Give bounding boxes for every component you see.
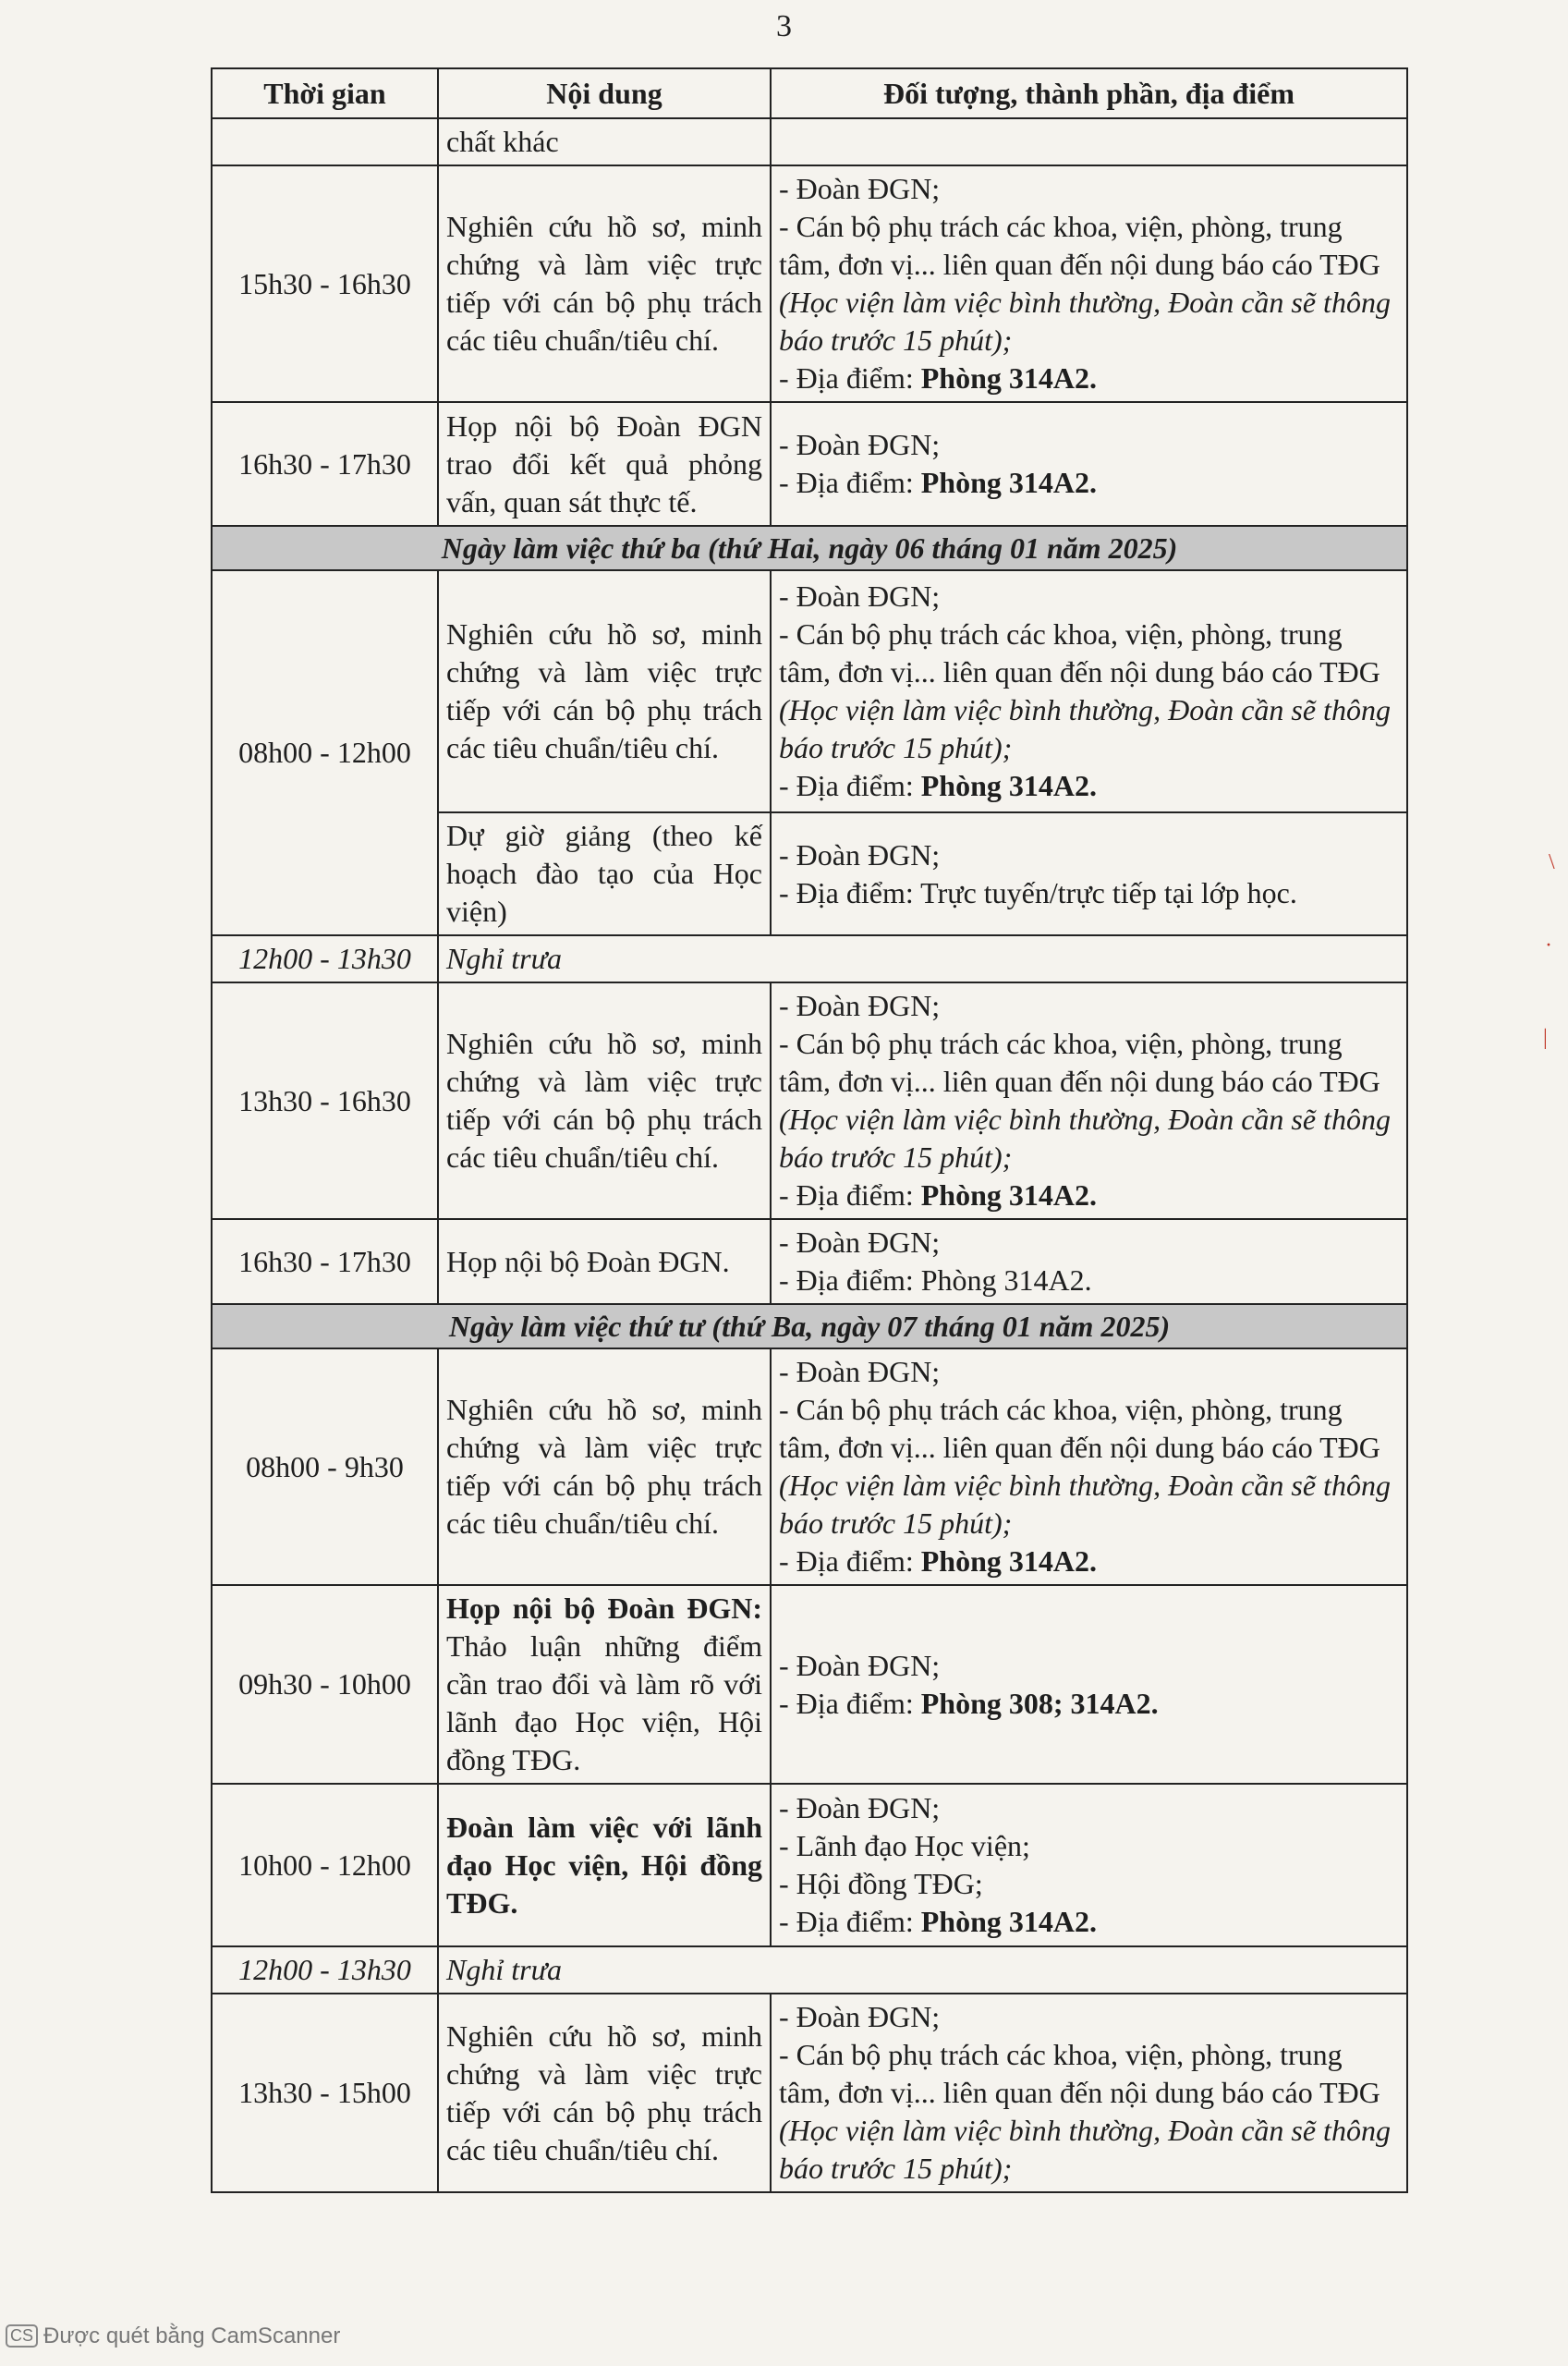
target-cell [771,402,1407,526]
target-line: - Đoàn ĐGN; [779,837,941,872]
time-cell: 12h00 - 13h30 [212,1946,438,1994]
margin-mark: \ [1549,850,1555,874]
day-header-row [212,526,1407,570]
day-header: Ngày làm việc thứ ba (thứ Hai, ngày 06 tháng 01 năm 2025) [212,526,1407,570]
location-value: Phòng 314A2. [920,361,1097,395]
camscanner-logo-icon: CS [6,2324,38,2348]
target-cell [771,982,1407,1219]
content-cell: Họp nội bộ Đoàn ĐGN trao đổi kết quả phỏng vấn, quan sát thực tế. [438,402,771,526]
time-cell: 15h30 - 16h30 [212,165,438,402]
table-row [212,1994,1407,2192]
location-line: - Địa điểm: Trực tuyến/trực tiếp tại lớp học. [779,875,1297,909]
day-header-row [212,1304,1407,1348]
day-header: Ngày làm việc thứ tư (thứ Ba, ngày 07 tháng 01 năm 2025) [212,1304,1407,1348]
column-header-target: Đối tượng, thành phần, địa điểm [771,68,1407,118]
content-cell: Nghiên cứu hồ sơ, minh chứng và làm việc trực tiếp với cán bộ phụ trách các tiêu chuẩn/tiêu chí. [438,1994,771,2192]
table-row [212,935,1407,982]
target-cell [771,570,1407,812]
target-line: - Cán bộ phụ trách các khoa, viện, phòng, trung tâm, đơn vị... liên quan đến nội dung báo cáo TĐG [779,1393,1380,1464]
content-cell [438,1585,771,1784]
target-line: - Đoàn ĐGN; [779,1791,941,1824]
column-header-time: Thời gian [212,68,438,118]
time-cell: 08h00 - 9h30 [212,1348,438,1585]
content-cell: chất khác [438,118,771,165]
table-row [212,570,1407,812]
target-line: - Đoàn ĐGN; [779,1648,941,1682]
time-cell: 13h30 - 16h30 [212,982,438,1219]
lunch-break: Nghỉ trưa [438,935,1407,982]
target-cell [771,1219,1407,1304]
content-cell: Họp nội bộ Đoàn ĐGN. [438,1219,771,1304]
table-header-row [212,68,1407,118]
margin-mark: | [1543,1026,1548,1050]
table-row [212,118,1407,165]
table-row [212,1946,1407,1994]
location-value: Phòng 314A2. [920,1905,1097,1938]
location-value: Phòng 314A2. [920,769,1097,802]
table-row [212,1585,1407,1784]
location-label: - Địa điểm: [779,1905,921,1938]
target-line: - Đoàn ĐGN; [779,1355,941,1388]
content-cell: Nghiên cứu hồ sơ, minh chứng và làm việc trực tiếp với cán bộ phụ trách các tiêu chuẩn/tiêu chí. [438,165,771,402]
location-value: Phòng 314A2. [920,466,1097,499]
location-label: - Địa điểm: [779,1544,921,1578]
location-label: - Địa điểm: [779,769,921,802]
target-cell [771,1585,1407,1784]
content-bold: Họp nội bộ Đoàn ĐGN: [446,1592,762,1625]
target-line: - Cán bộ phụ trách các khoa, viện, phòng, trung tâm, đơn vị... liên quan đến nội dung báo cáo TĐG [779,210,1380,281]
target-line: - Lãnh đạo Học viện; [779,1829,1030,1862]
content-cell: Dự giờ giảng (theo kế hoạch đào tạo của Học viện) [438,812,771,935]
table-row [212,1784,1407,1946]
schedule-table [211,67,1408,2193]
content-cell: Nghiên cứu hồ sơ, minh chứng và làm việc trực tiếp với cán bộ phụ trách các tiêu chuẩn/tiêu chí. [438,1348,771,1585]
content-cell: Nghiên cứu hồ sơ, minh chứng và làm việc trực tiếp với cán bộ phụ trách các tiêu chuẩn/tiêu chí. [438,570,771,812]
target-cell [771,165,1407,402]
content-text: Thảo luận những điểm cần trao đổi và làm rõ với lãnh đạo Học viện, Hội đồng TĐG. [446,1629,762,1776]
time-cell: 16h30 - 17h30 [212,1219,438,1304]
location-value: Phòng 308; 314A2. [920,1686,1159,1720]
target-note: (Học viện làm việc bình thường, Đoàn cần sẽ thông báo trước 15 phút); [779,286,1391,357]
target-line: - Cán bộ phụ trách các khoa, viện, phòng, trung tâm, đơn vị... liên quan đến nội dung báo cáo TĐG [779,617,1380,689]
time-cell: 12h00 - 13h30 [212,935,438,982]
target-note: (Học viện làm việc bình thường, Đoàn cần sẽ thông báo trước 15 phút); [779,2114,1391,2185]
time-cell: 10h00 - 12h00 [212,1784,438,1946]
content-cell: Nghiên cứu hồ sơ, minh chứng và làm việc trực tiếp với cán bộ phụ trách các tiêu chuẩn/tiêu chí. [438,982,771,1219]
time-cell: 13h30 - 15h00 [212,1994,438,2192]
time-cell: 16h30 - 17h30 [212,402,438,526]
margin-mark: · [1545,933,1552,957]
location-label: - Địa điểm: [779,1178,921,1212]
content-cell: Đoàn làm việc với lãnh đạo Học viện, Hội đồng TĐG. [438,1784,771,1946]
table-row [212,165,1407,402]
target-line: - Cán bộ phụ trách các khoa, viện, phòng, trung tâm, đơn vị... liên quan đến nội dung báo cáo TĐG [779,1027,1380,1098]
table-row [212,402,1407,526]
time-cell [212,118,438,165]
target-cell [771,812,1407,935]
lunch-break: Nghỉ trưa [438,1946,1407,1994]
time-cell: 08h00 - 12h00 [212,570,438,935]
target-cell [771,1994,1407,2192]
target-note: (Học viện làm việc bình thường, Đoàn cần sẽ thông báo trước 15 phút); [779,1103,1391,1174]
location-label: - Địa điểm: [779,361,921,395]
target-line: - Đoàn ĐGN; [779,172,941,205]
location-label: - Địa điểm: [779,466,921,499]
target-line: - Đoàn ĐGN; [779,428,941,461]
time-cell: 09h30 - 10h00 [212,1585,438,1784]
target-line: - Đoàn ĐGN; [779,2000,941,2033]
location-value: Phòng 314A2. [920,1178,1097,1212]
target-line: - Cán bộ phụ trách các khoa, viện, phòng, trung tâm, đơn vị... liên quan đến nội dung báo cáo TĐG [779,2038,1380,2109]
scanner-footer [6,2323,340,2349]
table-row [212,982,1407,1219]
target-note: (Học viện làm việc bình thường, Đoàn cần sẽ thông báo trước 15 phút); [779,693,1391,764]
target-cell [771,118,1407,165]
target-cell [771,1784,1407,1946]
page-number: 3 [776,9,792,43]
column-header-content: Nội dung [438,68,771,118]
target-line: - Đoàn ĐGN; [779,989,941,1022]
location-label: - Địa điểm: [779,1686,921,1720]
location-line: - Địa điểm: Phòng 314A2. [779,1263,1092,1297]
table-row [212,1348,1407,1585]
target-line: - Đoàn ĐGN; [779,1226,941,1259]
target-cell [771,1348,1407,1585]
target-line: - Hội đồng TĐG; [779,1867,983,1900]
table-row [212,1219,1407,1304]
location-value: Phòng 314A2. [920,1544,1097,1578]
footer-text: Được quét bằng CamScanner [43,2323,341,2348]
target-line: - Đoàn ĐGN; [779,579,941,613]
target-note: (Học viện làm việc bình thường, Đoàn cần sẽ thông báo trước 15 phút); [779,1469,1391,1540]
